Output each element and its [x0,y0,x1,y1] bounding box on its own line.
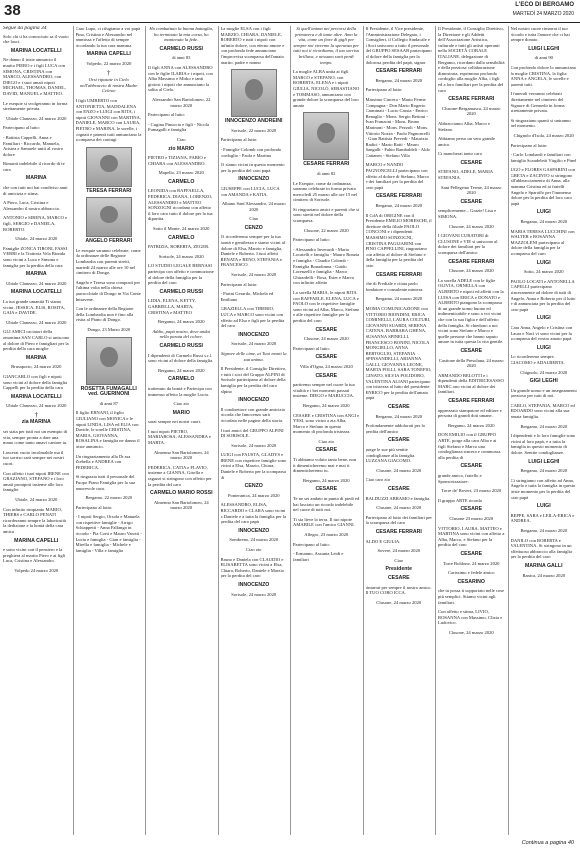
column-4 [221,26,288,835]
notice-text: UGO e FLORES GASPARINI con GRETA e ZACINTO si stringono all'abbracciamento di Anna, alla mamma Cristina ed ai fratelli Angelo e Sparaffo per l'immenso dolore per la perdita del loro caro papà [510,167,575,206]
notice-text: DON EMILIO con il GRUPPO ARTE, porge alla cara Alba e ai figli Stefano e Marco una condoglianza sincera e commossa alla perdita di [438,432,501,460]
notice-text: LEONIDA con RAFFAELLA, FEDERICA, DIANA, LORENZO, ALESSANDRO e MATTEO SONZOGNI ricordano con affetto il loro caro tutto il dolore per la tua dipartita. [148,188,213,222]
notice-text: VITTORIO, LAURA, MATTEO e MARTINA sono vicini con affetto a Alba, Marco, e Stefano per la perdita del caro [438,525,505,548]
place-date: Villa d'Ogna, 24 marzo 2020 [299,363,353,369]
deceased-name: CESARE [315,372,338,379]
deceased-name: CESARE [460,347,483,354]
place-date: Bergamo, 24 marzo 2020 [157,367,205,373]
notice-text: STEFANO, ADELE, MARIA STEFANIA. [438,169,493,181]
notice-text: Il CdA di ORIGINE con il Presidente EMILIO MORESCHI, il direttore della filiale PAOLO CONCONI e i dipendenti MASSIMO SONZOGNI, CRISTINA PAGLIARINI con PINO CAPPELLINI, ringraziano con affetto al dolore di Stefano e della famiglia per la perdita del caro [365,212,432,268]
place-date: Ranica, 24 marzo 2020 [522,572,566,578]
notice-text: Cara Anna, Angelo e Cristina con Laura e Nacì vi sono vicini per la scomparsa del vostro amato papà [510,324,573,342]
notice-text: GIANCARLO con figli e nipoti sono vicini al dolore della famiglia Cappelli per la perdita della cara [3,373,68,391]
notice-text: La sorella MARIA, le nipoti RITA con RAFFAELE, ELENA, LUCA e PAOLO con le rispettive famiglie sono vicini ad Alba, Marco, Stefano e alle rispettive famiglie per la perdita del caro [293,290,360,323]
deceased-name: ANGELO FERRARI [85,238,133,245]
deceased-name: CARMELO MARIO ROSSI [149,490,213,497]
column-divider [435,26,436,835]
notice-text: Partecipano al lutto: [293,345,330,351]
place-date: Ubiale, 24 marzo 2020 [15,236,58,242]
place-date: Ciao [249,216,259,222]
column-divider [290,26,291,835]
quote: Addio, papà nostro, dove andai nella parata del colore. [152,328,211,340]
quote: Si quell'anima nei percorsi della primavera e di tante altre. Amo la vita, come un fiore di gigli per sempre noi vivremo la speranza per tutti noi ti ricordiamo, il tuo sorriso brillava, e nessuno sarà perdi tempo. [293,26,360,65]
notice-text: Solo chi ti ha conosciuto sa il vuoto che lasci. [3,33,69,45]
notice-text: ANTONIO e SIRENA, MARCO e figli, SERGIO e DANIELA, ROBERTO. [3,215,68,232]
place-date: di anni 87 [99,400,118,406]
place-date: Carissimo e fedele amico [447,570,495,576]
deceased-name: CESARE [315,354,338,361]
notice-text: I dipendenti di Carmelo Russi s.r.l. sono vicini al dolore della famiglia. [148,352,214,364]
place-date: Bergamo, 24 marzo 2020 [520,468,568,474]
deceased-name: zio MARIO [168,145,195,152]
deceased-name: INNOCENZO [238,581,270,588]
place-date: Clusone 23 marzo 2020 [449,515,494,521]
deceased-name: CARMELO [168,376,195,383]
notice-text: Bruno e Daniela con CLAUDIO e ELISABETTA sono vicini a Elsa, Chiara, Roberto, Daniele e Marzio per la perdita del caro [220,556,285,579]
place-date: Allegro, 23 marzo 2020 [304,532,349,537]
deceased-photo [86,147,132,187]
continued-from: Segue da pagina 34 [3,26,47,31]
deceased-name: INNOCENZO ANDREINI [225,118,283,125]
notice-text: Il condirettore con grande amicizia ricorda che Innocenzo sarà ricordato nelle pagine della storia. [220,406,285,423]
place-date: Castione della Presolana, 24 marzo 2020 [438,357,504,369]
place-date: Bergamo, 24 marzo 2020 [375,203,423,209]
notice-text: I GIOVANI CURATORI di CLUSONE e VIE si uniscono al dolore dei familiari per la scomparsa dell'amico [438,233,498,255]
notice-text: PATRIZIA, ROBERTA, ZEGER. [148,244,210,250]
notice-text: - Ermanno, Assunta Leidi e familiari [293,551,344,562]
place-date: Bergamo, 24 marzo 2020 [157,319,205,325]
deceased-name: INNOCENZO [238,331,270,338]
notice-text: Si ringraziano quanti si uniranno nel momento. [510,117,571,129]
notice-text: Te ne sei andato in punta di piedi ed hai lasciato un ricordo indelebile nel cuore di tutti noi. [293,496,360,513]
notice-text: CESARE e CRISTINA con ANGI e YESI, sono vicini a zia Alba, Marco e Stefano in questo momento di profonda tristezza. [293,412,360,435]
place-date: Bergamo, 24 marzo 2020 [447,422,495,428]
deceased-name: INNOCENZO [238,176,270,183]
notice-text: Il figlio ERNANI, il figlio GIULIANO con MONICA e le nipoti LINDA, LISA ed ELIA con Davide, le sorelle CRISTINA, MARIA, GIOVANNA, ROSALINA e famiglia ne danno il triste annuncio. [75,410,140,449]
notice-text: grande amico, fratello e Sponsorizzatore. [438,473,482,484]
place-date: Volpedo, 22 marzo 2020 [86,60,132,66]
notice-text: Partecipano al lutto dei familiari per la scomparsa del caro [365,514,432,526]
quote: Ho combattuto la buona battaglia, ho terminato la mia corsa, ho mantenuto la fede. [149,26,214,43]
column-6 [366,26,433,835]
notice-text: - Cugina Pinuccia e figli - Nicola Fumagalli e famiglia [148,121,209,133]
notice-text: apprezzato stampatore ed editore e persona di grandi doti umane. [438,407,502,419]
place-date: Almenno San Bartolomeo, 24 marzo 2020 [153,449,209,461]
deceased-name: TERESA FERRARI [86,187,132,194]
place-date: Ciao [176,136,186,142]
notice-text: Si ringraziano amici e parenti che si sono stretti nel dolore della scomparsa. [293,206,360,224]
place-date: Volpedo 24 marzo 2020 [14,567,59,573]
place-date: Sorisole, 24 marzo 2020 [158,253,204,259]
column-divider [508,26,509,835]
notice-text: Partecipano al lutto: [293,541,330,547]
place-date: Ciao [394,557,404,563]
notice-text: Le Esequie, come da ordinanza, saranno celebrate in forma privata mercoledì 25 marzo alle ore 15 nel cimitero di Sorisole. [293,180,358,203]
notice-text: Un grande uomo e un insegnamento prezioso per tutti di noi. [510,387,577,399]
notice-text: La sorella ADELE con le figlie OLIVIA, ORNELLA con ALBERTO e nipoti ed affetti con la LUISA con ERICA e DONATO e ALBERTO piangono la scomparsa di un grande uomo buono ed indimenticabile e sono a voi vicini che con la sua figlia e dell'affetto della famiglia. Si chiedono a noi vicini sono Stefano e Marco e quelle persone che hanno saputo amare in tutta questa la vita gentile. [438,277,504,345]
place-date: Ubiale Clanezzo, 24 marzo 2020 [6,319,67,325]
notice-text: Con affetto i tuoi nipoti IRENE con GRAZIANO, STEFANO e i loro amati pronipoti insieme alle loro famiglie. [3,470,69,493]
cross-icon: † [107,68,111,77]
deceased-name: MARINA CAPELLI [86,51,131,58]
notice-text: che di Prediale e citata parlo fondatore e consulente miniera. [365,281,424,292]
place-date: Clusone, 24 marzo 2020 [303,336,349,342]
place-date: Chignolo, 24 marzo 2020 [520,369,568,375]
deceased-name: CESARE [460,506,483,513]
deceased-name: MARINA LOCATELLI [10,47,62,54]
place-date: Sotto, 24 marzo 2020 [523,269,564,275]
notice-text: I funerali verranno celebrati direttamente nel cimitero del Signore di Gremedo in forma strettamente privata. [510,91,565,114]
place-date: Bergamo, 24 marzo 2020 [375,296,423,302]
deceased-name: CESARE FERRARI [375,68,422,75]
notice-text: Partecipano al lutto: [148,112,185,118]
quote: Signore delle cime, ai Tuoi monti la sua anima. [220,350,287,362]
column-divider [73,26,74,835]
place-date: Clusone, 24 marzo 2020 [448,629,494,635]
notice-text: - Alessandro Inverardi - Mario Locatelli e famiglia - Mauro Ronzia e famiglia - Claudio Colomb - Famiglia Bonadonna - Guido Lorenzelli e famiglia - Marco Ghirardelli - Rosa, Ester e Marco con infinito affetto [293,246,360,286]
deceased-name: CENZO [244,224,263,231]
notice-text: Caro Lupo, ci rifugiamo a voi papà Pino, Cristina e Alessandro nel ammissa e l'affetto di sempre ricordando la tua cara mamma [75,26,141,48]
deceased-name: LUIGI [536,344,551,351]
place-date: Ciao zio [318,438,334,444]
deceased-name: CENZO [244,483,263,490]
notice-text: ALDO E GIULIA. [365,538,401,544]
notice-text: Lo ricorderemo sempre. GIACOMO e ADALBERTA. [510,354,565,365]
deceased-photo [86,337,132,385]
notice-text: Ci mancherai tanto caro [438,151,483,157]
notice-text: Profondamente addolorati per la perdita dell'amico [365,423,425,434]
place-date: Sorisole, 22 marzo 2020 [231,127,277,133]
notice-text: FEDERICA, CATIA e FLAVIO, insieme a GIANNA, Gisella e ragazzi si stringono con affetto per la perdita del caro [148,464,212,487]
continuation-note: Continua a pagina 40 [521,840,574,846]
notice-text: Lascerai vuoto incolmabile ma il tuo sorriso sarà sempre nei nostri cuori. [3,449,64,467]
notice-text: porge le sue più sentite condoglianze alla famiglia. LUZZANA GIACOMO. [365,447,416,464]
notice-text: semplicemente... Grazie! Lisa e SIMONA. [438,208,497,220]
place-date: Bergamo, 22 marzo 2020 [85,495,133,501]
deceased-name: CESARE [315,326,338,333]
notice-text: BALDUZZI ABRAMO e famiglia. [365,495,431,501]
place-date: di anni 82 [317,170,336,176]
deceased-photo [86,197,132,237]
notice-text: LIDIA, ELENA, KETTY, GABRIELLA, MARTA, CRISTINA e MATTEO [148,298,196,315]
place-date: di anni 90 [534,55,553,61]
place-date: Bergamo, 24 marzo 2020 [520,527,568,533]
place-date: Sorisole, 24 marzo 2020 [231,591,277,597]
place-date: Bergamo, 24 marzo 2020 [520,219,568,225]
place-date: Torre de' Roveri, 23 marzo 2020 [441,488,502,494]
notice-text: DANILO con ROBERTA e VALENTINA. Si stringono in un affettuoso abbraccio alla famiglia per la perdita del caro [510,537,573,560]
notice-text: Partecipano al lutto: [510,142,548,148]
notice-text: Abbiamo perso un vero grande amico. [438,136,495,147]
deceased-name: zia MARINA [21,419,51,426]
notice-text: Ti abbiamo voluto tanto bene, non ti dimenticheremo mai e mai ti dimenticheremo tu. [293,457,357,474]
notice-text: GRAZIELLA con TIBERIO, LUCA e MARCO sono vicini con affetto ad Elsa e figli per la perdita del caro [220,306,285,329]
place-date: Bergamo, 24 marzo 2020 [302,477,350,483]
place-date: Bergamo, 24 marzo 2020 [520,423,568,429]
deceased-name: CESARE [387,485,410,492]
notice-text: - Parini Gerardo, Michela ed Emiliano [220,291,274,302]
deceased-name: CARMELO [168,178,195,185]
notice-text: Con le ordinanze della Regione della Lombardia non è fino alla visita al Piano dì Dongo. [75,306,134,323]
deceased-name: CARMELO [168,234,195,241]
deceased-name: CESARE FERRARI [448,398,495,405]
notice-text: Le esequie si svolgeranno in forma strettamente privata. [3,100,68,112]
deceased-name: LUIGI LEGHI [528,458,560,465]
place-date: Torre Boldone, 24 marzo 2020 [443,560,500,566]
column-divider [363,26,364,835]
deceased-name: CESARE [315,447,338,454]
notice-text: Massimo Cincera - Mario Ferme Compagna - Don Mario Rogerio Carminati - Lucio Cassia - Enrico Benaglio - Mons. Sergio Bettoni - Ivan Franzoni - Mons. Bruno Marinoni - Mons. Pezzoli - Mons. Vittorio Nozza - Paolo Pagnoncelli - Gian Battista Prevedi - Maurizio Radici - Mario Ratti - Mauro Sangalli - Fabio Rambaldeli - Aldo Cattaneo - Stefano Villa [365,96,430,158]
notice-text: I tuoi amici del GRUPPO ALPINI DI SORISOLE. [220,427,284,439]
column-1 [3,26,70,835]
notice-text: Ne danno il triste annuncio il marito PIERO e i figli LUCA con SIMONA, CRISTINA con MARCO, ALESSANDRO, con DIEGO e i suoi amati nipoti MICHAEL, THOMAS, DANIEL, DAVID, MANUEL e MATTEO. [3,57,67,96]
place-date: Sovere, 24 marzo 2020 [377,548,421,554]
notice-text: MARIA TERESA LUCCHINI con WALTER e ROSANNA MAZZOLENI partecipano al dolore della famiglia per la scomparsa del caro [510,228,575,256]
notice-text: Partecipano al lutto: [365,87,403,93]
notice-text: I figli UMBERTO con ANTONIETTA, MADDALENA con ENZO e LUIGI con RITA, i nipoti GIOVANNI con MARTINA, DANIELE, MARCO con LAURA, PIETRO e MARINA, le sorelle, i cognati e parenti tutti annunciano la scomparsa dei coniugi [75,97,142,143]
deceased-name: CARMELO RUSSI [159,288,204,295]
place-date: Chignolo d'Isola, 24 marzo 2020 [513,132,574,138]
notice-text: e sono vicini con il pensiero e la preghiera al marito Piero e ai figli Luca, Cristina e Alessandro. [3,547,66,564]
deceased-name: Presidente [385,566,413,573]
column-3 [148,26,215,835]
deceased-name: MARINA CAPELLI [14,537,59,544]
notice-text: Ti ricorderemo sempre per la tua bontà e gentilezza e siamo vicini al dolore di Elsa, Marzio e famiglia, Daniele e Roberto. I tuoi affetti RENATA e RENO, STEFANIA e FRANCESCO. [220,234,286,268]
deceased-name: LUIGI [536,259,551,266]
notice-text: Ti siamo vicini in questo momento per la perdita del caro papà [220,162,285,173]
deceased-name: CESARE FERRARI [448,96,495,103]
notice-text: che con tutti noi hai condiviso anni di amicizia e stima. [3,185,68,196]
place-date: Sorisole, 24 marzo 2020 [231,341,277,347]
notice-text: ALESSANDRO, ELISA, RICCARDO e CLARA sono vicini a Daniele e a tutta la famiglia per la perdita del caro papà [220,502,287,525]
deceased-photo [303,112,349,160]
deceased-name: MARINA [25,354,47,361]
place-date: Ubiale Clanezzo, 24 marzo 2020 [6,403,67,409]
notice-text: rimarrai per sempre il nostro amico. Il TUO CORO ICCA. [365,584,432,596]
place-date: Clusone, 24 marzo 2020 [448,223,494,229]
deceased-name: GIGI LEGHI [529,378,558,385]
deceased-name: ROSETTA FUMAGALLI ved. GUERINONI [80,385,137,398]
notice-text: Partecipano al lutto: [293,237,330,243]
deceased-name: LUIGI [536,503,551,510]
notice-text: che tu possa ti sopportato nelle cose più semplici. Stiamo vicini agli familiari. [438,588,505,605]
deceased-name: CESARINO [457,578,485,585]
quote: Orsi ripasate in Cielo nell'abbraccio di nostra Madre Celeste [80,77,138,94]
page-number: 38 [4,2,21,19]
notice-text: Il figli ANNA con ALESSANDRO con le figlie ILARIA e i nipoti, con Alba Massimo e Mirko e tanti gioiosi i nipoti che annunciano la salita al Cielo. [148,64,213,93]
deceased-name: CESARE [387,574,410,581]
deceased-name: CESARE FERRARI [303,161,350,168]
place-date: Ponteranica, 24 marzo 2020 [227,492,280,498]
notice-text: LUIGI con FAUSTA, GLADYS e IRENE con rispettive famiglie sono vicini a Elsa, Marzio, Chiara, Daniele e Roberto per la scomparsa di [220,452,287,480]
deceased-name: CESARE [315,486,338,493]
deceased-name: INNOCENZO [238,527,270,534]
place-date: Ciao zio [173,401,189,407]
place-date: Sorisole, 24 marzo 2020 [231,442,277,448]
notice-text: sei stata per tutti noi un esempio di vita, sempre pronta a dare una mano come tanto amavi cantare tu. [3,429,68,446]
notice-text: Ciao caro zio [365,477,390,483]
notice-text: I dipendenti e lo loro famiglie sono vicini al loro papà, e a tutta la famiglia in questo momento di dolore. Sentite condoglianze. [510,433,576,456]
deceased-name: LUIGI LEGHI [528,45,560,52]
notice-text: partiremo sempre nel cuore la tua vitalità e i bei momenti passati insieme. DIEGO e MARUCCIA. [293,382,355,399]
issue-date: MARTEDÌ 24 MARZO 2020 [512,11,574,17]
notice-text: CARLO, STEFANIA, MARCO ed EDOARDO sono vicini alla sua amata famiglia. [510,402,575,420]
notice-text: Le esequie saranno celebrate, come da ordinanze delle Regione Lombardia con parenti stretti, martedì 24 marzo alle ore 10 nel cimitero di Dongo. [75,247,141,276]
place-date: Sorisole, 24 marzo 2020 [231,272,277,278]
deceased-name: LUIGI [536,209,551,216]
notice-text: - Carlo Lombardi e familiari con famiglia Scaudeletti Virgilio e Pinel [510,152,577,163]
deceased-name: CESARE [460,198,483,205]
column-5 [293,26,360,835]
deceased-name: MARINA LOCATELLI [10,289,62,296]
notice-text: trattenuto da bontà e Partecipa con immenso affetto la moglie Lucia. [148,385,212,397]
notice-text: Un ringraziamento alla Dr.ssa Ziebella e ANDREA con FEDERICA. [75,453,131,470]
notice-text: A Piero, Luca, Cristina e Alessandro il nostro abbraccio. [3,200,61,211]
place-date: Clusone, 24 marzo 2020 [376,505,422,511]
page-header [0,0,580,23]
place-date: Clusone, 24 marzo 2020 [376,599,422,605]
deceased-name: CESARE FERRARI [375,528,422,535]
deceased-name: MARINA [25,175,47,182]
place-date: Clusone, 24 marzo 2020 [376,467,422,473]
notice-text: Rimarrà indelebile il ricordo di te cara [3,161,65,172]
notice-text: Nel nostro cuore rimarrai il tuo ricordo e tutta l'amore che ci hai sempre donato. [510,26,570,43]
notice-text: BEPPE, SARA e LEILA-ERICA e ANDREA. [510,512,575,524]
place-date: Albano Sant'Alessandro, 24 marzo 2020 [221,201,286,212]
deceased-name: INNOCENZO [238,397,270,404]
notice-text: Il Presidente, il Consiglio Direttivo, e tutti i soci del Gruppo ALPINI di Sorisole partecipano al dolore della famiglia per la perdita del caro alpino [220,366,287,394]
deceased-name: CESARE [460,159,483,166]
place-date: Almenno San Bartolomeo, 24 marzo 2020 [153,499,209,511]
notice-text: ARMANDO BELOTTI e i dipendenti della EDITRICESASSO MARC ono vicini al dolore dei familiari. [438,372,504,395]
newspaper-title: L'ECO DI BERGAMO [515,2,574,8]
notice-text: Il Presidente, il Vice presidente, l'Amministrazione Delegato, i Consiglieri, il Collegio Sindacale e i Soci uniscono a tutto il personale del GRUPPO SESAAB partecipano al dolore della famiglia per la dolorosa perdita del papà, signor [365,26,432,65]
notice-text: MOMA COMUNICAZIONE con VITTORIO BIONDINI, ERICA COMINELLI, LAURA COLTURI, GIOVANNI SUARDI, SERENA CATENA, BARBARA GHENA, SUSANNA SPINELLI, FRANCESCO BONINI, NICOLA MONGIELLO, ANNA BERTOGLIO, STEFANIA SPINSANDELLI, ARIANNA GALLI, GIOVANNA LEONE, MARTA POLLI, SARA TONEFIO, GINATO, SILVIA POLIDORO, VALENTINA ALIANI partecipano con tristezza al lutto del presidente ENRICO per la perdita dell'amato papà [365,305,432,401]
deceased-name: CESARE [387,404,410,411]
notice-text: La tua grande umanità Ti siamo vicini. JESSICA, ELIS, ROSITA, GAIA e DAVIDE. [3,298,66,316]
place-date: Dongo, 23 Marzo 2020 [87,327,131,332]
place-date: Ubiale, 24 marzo 2020 [15,497,58,502]
place-date: di anni 83 [172,55,191,61]
place-date: Ubiale Clanezzo, 24 marzo 2020 [6,115,67,121]
column-divider [218,26,219,835]
notice-text: Angelo e Teresa sono composti per l'ultima volta nella chiesa parrocchiale di Dongo in Via Conte Intravene. [75,279,141,302]
notice-text: sarai sempre nei nostri cuori. [148,419,202,425]
deceased-name: CESARE FERRARI [375,271,422,278]
deceased-name: CESARE FERRARI [375,193,422,200]
notice-text: PAOLO LOCATI e ANTONELLA CAPELLI partecipano sinceramente ad dolore di tutti di Angelo, Anna e Roberto per il lutto e di annunciata per la perdita del caro papà [510,278,576,312]
place-date: Sombreno, 24 marzo 2020 [229,537,279,543]
notice-text: Il Presidente, il Consiglio Direttivo, la Direzione e gli Addetti dell'Associazione Artistica, culturale e tutti gli artisti operanti nella SOCIETÀ CORALE ITALIANE, delegazione di Bergamo, ricordano dalla sensibilità e della preziosa collaborazione dimostrata, esprimono profondo cordoglio alla moglie Alba, i figli ed a loro familiari per la perdita del caro [438,26,505,93]
notice-text: Famiglie ZONCA TIRONI, FASSI VERRI e la Trattoria Vela Bionda sono vicini a Luca e Simona e famiglia per la perdita della cara [3,245,68,268]
place-date: Bergamo, 24 marzo 2020 [375,413,423,419]
place-date: Sotto il Monte, 24 marzo 2020 [153,226,210,232]
deceased-name: CARMELO RUSSI [159,45,204,52]
notice-text: Ti sia lieve la terra. Il tuo nipote AMABILE con l'amico GIANNI. [293,516,355,528]
place-date: Mapello, 23 marzo 2020 [158,170,204,176]
notice-text: Partecipano al lutto: [220,281,258,287]
notice-text: - Famiglie Colomb con profondo cordoglio - Paola e Martina [220,146,282,158]
place-date: Ciao zio [246,547,262,552]
place-date: Alessandro San Bartolomeo, 22 marzo 2020 [152,96,211,108]
notice-text: I tuoi nipoti PIETRO, MARIAROSA, ALESSANDRA e MARTA. [148,428,211,446]
notice-text: Ci stringiamo con affetto ad Anna, Angelo e tutta la famiglia in questo triste momento per la perdita del caro papà [510,477,576,500]
place-date: Clusone, 24 marzo 2020 [448,268,494,274]
notice-text: GLI AMICI caciatori della omonima SAN CARLO si uniscono al dolore di Piero e famigliari per la perdita della cara moglie [3,329,70,352]
column-divider [145,26,146,835]
notice-text: GIUSEPPE con LUCIA, LUCA con AMANDA e KATIA. [220,185,280,197]
notice-text: MARCO e NANDO PAGNONCELLI partecipano con affetto al dolore di Stefano, Marco e dei familiari per la perdita del caro papà [365,162,429,190]
deceased-photo [231,69,277,117]
notice-text: Con affetto e stima, LIVIO, ROSANNA con Massimo, Clizia e Ludovico. [438,609,503,626]
column-8 [511,26,578,835]
notice-text: Si ringrazia tutti il personale del Fuopo Piano Famiglia per la sua amorevole cura. [75,474,136,491]
notice-text: LO STUDIO LEGALE BERNASI partecipa con affetto e commozione al dolore della famiglia per la perdita del caro [148,263,214,286]
notice-text: Con profondo dolore lo annunciano la moglie CRISTINA, la figlia ANNA e ANGELA, le sorelle e parenti tutti. [510,64,577,87]
deceased-name: MARIO [172,409,190,416]
notice-text: La moglie ELSA con i figli MARZIO, CHIARA, DANIELE, ROBERTO e tutti i nipoti con infinito dolore, con eterno amore e con profonda fede annunciano l'improvvisa scomparsa dell'amato marito, padre e nonno [220,26,285,65]
notice-text: Partecipano al lutto: [220,137,258,143]
notice-text: La moglie ALBA unita ai figli MARCO e STEFANO, con ROBERTA, ELENA e i nipoti GIULIA, NICOLÒ, SEBASTIANO e TOMMASO, annunciano con grande dolore la scomparsa del loro amato [293,69,360,108]
deceased-name: CESARE [460,550,483,557]
column-2 [76,26,143,835]
cross-icon: † [34,410,38,419]
deceased-name: CARMELO RUSSI [159,342,204,349]
place-date: Bergamo, 24 marzo 2020 [375,77,423,83]
place-date: Ubiale Clanezzo, 24 marzo 2020 [6,280,67,286]
notice-text: Partecipano al lutto: [75,504,113,510]
deceased-name: MARINA [25,271,47,278]
notice-text: - Battista Cappelli, Anna e Familiari - Riccardo, Manuela, Aristea e Samuele uniti al vostro dolore [3,134,64,157]
notice-text: Partecipano al lutto: [3,125,40,131]
deceased-name: CESARE [460,463,483,470]
column-7 [438,26,505,835]
place-date: Clusone-Bergamasca, 24 marzo 2020 [442,105,501,117]
place-date: Clusone, 22 marzo 2020 [303,227,349,233]
deceased-name: CESARE [387,437,410,444]
notice-text: Abbracciamo Alba, Marco e Stefano. [438,120,491,132]
place-date: Bergamo, 24 marzo 2020 [302,402,350,408]
deceased-name: CESARE FERRARI [448,258,495,265]
deceased-name: MARINA LOCATELLI [10,393,62,400]
place-date: Sant Pellegrino Terme, 24 marzo 2020 [441,184,502,196]
place-date: Brusaporto, 24 marzo 2020 [11,364,62,370]
deceased-name: MARINA GALLI [524,562,563,569]
notice-text: Il gruppo ARTE ricorda [438,497,482,503]
notice-text: Con infinito rimpianto MARIO, THIERS e CARLO PENATI ricorderanno sempre la laboriosità la dedizione e la bontà della cara amica [3,506,66,534]
notice-text: - I nipoti Sergio, Orsola e Manuela con rispettive famiglie - Arrigo Schiappetti - Anna Fallanga in ricordo - Pia Corti e Mauro Varotti - Lucia e famiglia - Gian e famiglia - Mirella e famiglia - Michele e famiglia - Villa e famiglia [75,514,142,553]
notice-text: PIETRO e TIZIANA, FABIO e CHIARA con ALESSANDRO. [148,155,206,166]
deceased-name: LUIGI [536,315,551,322]
